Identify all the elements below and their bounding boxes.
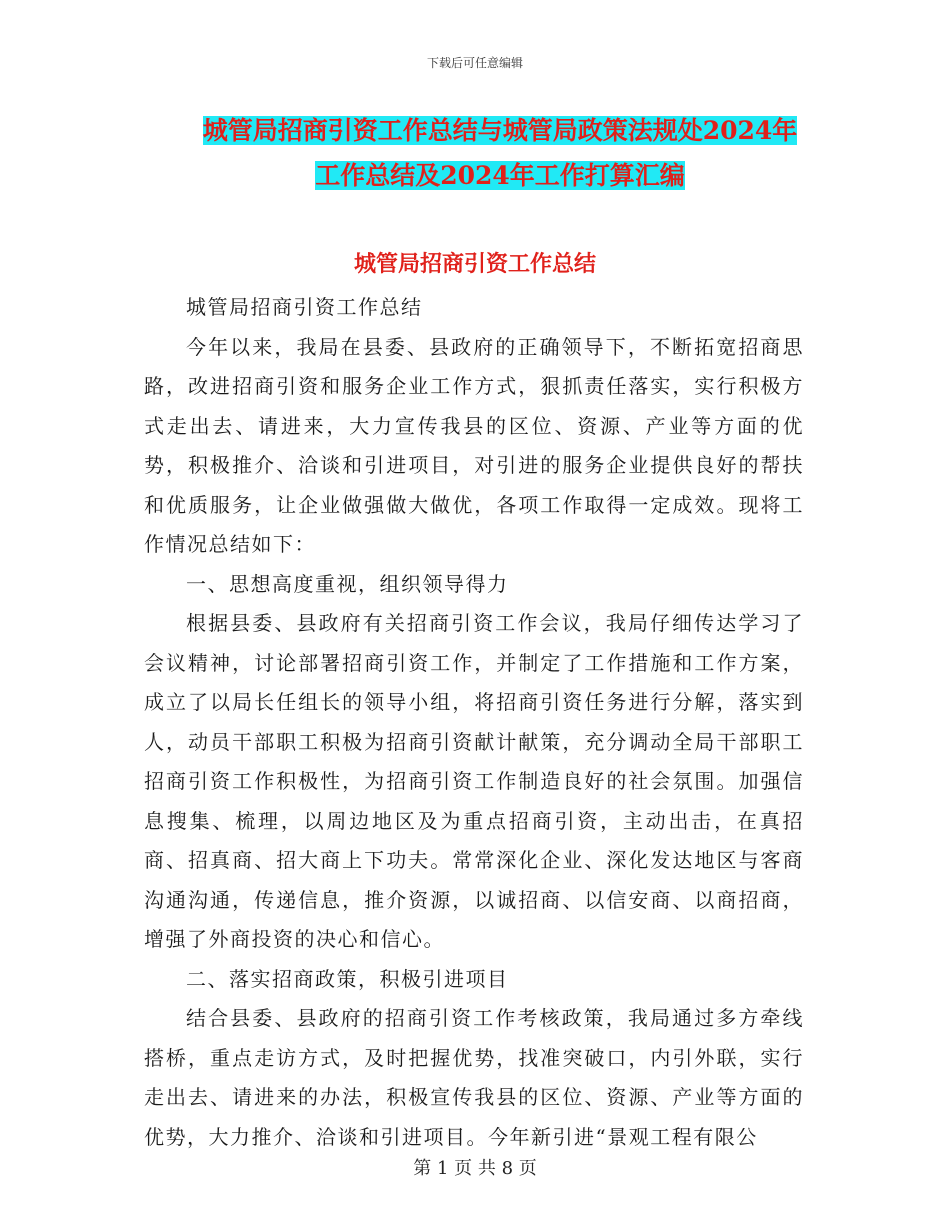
document-title — [140, 108, 860, 198]
paragraph-body-1: 根据县委、县政府有关招商引资工作会议，我局仔细传达学习了会议精神，讨论部署招商引资工作，并制定了工作措施和工作方案，成立了以局长任组长的领导小组，将招商引资任务进行分解，落实到人，动员干部职工积极为招商引资献计献策，充分调动全局干部职工招商引资工作积极性，为招商引资工作制造良好的社会氛围。加强信息搜集、梳理，以周边地区及为重点招商引资，主动出击，在真招商、招真商、招大商上下功夫。常常深化企业、深化发达地区与客商沟通沟通，传递信息，推介资源，以诚招商、以信安商、以商招商，增强了外商投资的决心和信心。 — [144, 611, 804, 951]
page-header-note: 下载后可任意编辑 — [426, 56, 523, 70]
paragraph-intro: 今年以来，我局在县委、县政府的正确领导下，不断拓宽招商思路，改进招商引资和服务企业工作方式，狠抓责任落实，实行积极方式走出去、请进来，大力宣传我县的区位、资源、产业等方面的优势，积极推介、洽谈和引进项目，对引进的服务企业提供良好的帮扶和优质服务，让企业做强做大做优，各项工作取得一定成效。现将工作情况总结如下： — [144, 334, 804, 556]
document-body — [144, 288, 804, 1157]
paragraph-body-2: 结合县委、县政府的招商引资工作考核政策，我局通过多方牵线搭桥，重点走访方式，及时把握优势，找准突破口，内引外联，实行走出去、请进来的办法，积极宣传我县的区位、资源、产业等方面的优势，大力推介、洽谈和引进项目。今年新引进“景观工程有限公 — [144, 1006, 804, 1149]
document-title-line-2: 工作总结及2024年工作打算汇编 — [315, 161, 685, 190]
paragraph-heading-1: 一、思想高度重视，组织领导得力 — [186, 571, 509, 596]
document-title-line-1: 城管局招商引资工作总结与城管局政策法规处2024年 — [202, 116, 798, 145]
section-title: 城管局招商引资工作总结 — [353, 251, 596, 277]
paragraph-subtitle: 城管局招商引资工作总结 — [186, 295, 423, 319]
page-number-footer: 第 1 页 共 8 页 — [413, 1158, 537, 1179]
paragraph-heading-2: 二、落实招商政策，积极引进项目 — [186, 966, 509, 991]
